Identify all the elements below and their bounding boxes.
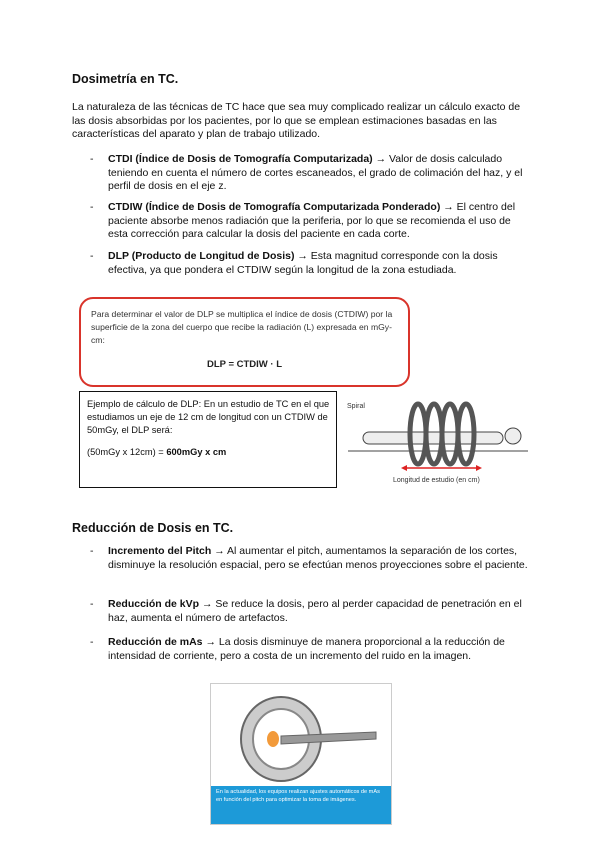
bullet-pitch: - Incremento del Pitch → Al aumentar el pitch, aumentamos la separación de los cortes, disminuye la resolución espacial, pero se efectúan menos proyecciones sobre el paciente. (90, 545, 528, 571)
bullet-text: → Al aumentar el pitch, aumentamos la separación de los cortes, disminuye la resolución espacial, pero se efectúan menos proyecciones sobre el paciente. (108, 545, 528, 571)
ct-scanner-photo (210, 683, 392, 825)
bullet-term: Reducción de mAs (108, 636, 203, 648)
dlp-formula: DLP = CTDIW · L (206, 359, 283, 370)
spiral-scan-figure (343, 396, 533, 488)
dlp-definition-box (79, 297, 410, 387)
dlp-definition-text: Para determinar el valor de DLP se multiplica el índice de dosis (CTDIW) por la superficie de la zona del cuerpo que recibe la radiación (L) expresada en mGy-cm: (91, 309, 393, 345)
spiral-label: Spiral (347, 403, 365, 410)
intro-paragraph: La naturaleza de las técnicas de TC hace que sea muy complicado realizar un cálculo exacto de las dosis absorbidas por los pacientes, por lo que se emplean estimaciones basadas en las características del aparato y plan de trabajo utilizado. (72, 101, 521, 140)
calc-expression: (50mGy x 12cm) = (87, 447, 167, 457)
section-title-dosimetry: Dosimetría en TC. (72, 72, 179, 86)
bullet-text: → La dosis disminuye de manera proporcional a la reducción de intensidad de corriente, pero a costa de un incremento del ruido en la imagen. (108, 636, 505, 662)
ct-gantry-icon (211, 684, 391, 786)
bullet-ctdiw: - CTDIW (Índice de Dosis de Tomografía Computarizada Ponderado) → El centro del paciente absorbe menos radiación que la periferia, por lo que se recomienda el uso de esta corrección para calcular la dosis del paciente en cada corte. (90, 201, 516, 240)
dlp-example-text: Ejemplo de cálculo de DLP: En un estudio de TC en el que estudiamos un eje de 12 cm de longitud con un CTDIW de 50mGy, el DLP será: (87, 399, 330, 435)
bullet-mas: - Reducción de mAs → La dosis disminuye de manera proporcional a la reducción de intensidad de corriente, pero a costa de un incremento del ruido en la imagen. (90, 636, 505, 662)
bullet-ctdi: - CTDI (Índice de Dosis de Tomografía Computarizada) → Valor de dosis calculado teniendo en cuenta el número de cortes escaneados, el grado de colimación del haz, y el perfil de dosis en el eje z. (90, 153, 523, 192)
calc-result: 600mGy x cm (166, 447, 227, 457)
bullet-term: CTDI (Índice de Dosis de Tomografía Computarizada) (108, 153, 373, 165)
bullet-term: CTDIW (Índice de Dosis de Tomografía Computarizada Ponderado) (108, 201, 441, 213)
bullet-text: → Esta magnitud corresponde con la dosis efectiva, ya que pondera el CTDIW según la longitud de la zona estudiada. (108, 250, 498, 276)
scanner-caption: En la actualidad, los equipos realizan ajustes automáticos de mAs en función del pitch para optimizar la toma de imágenes. (211, 786, 391, 824)
bullet-term: Incremento del Pitch (108, 545, 212, 557)
bullet-text: → El centro del paciente absorbe menos radiación que la periferia, por lo que se recomienda el uso de esta corrección para calcular la dosis del paciente en cada corte. (108, 201, 516, 240)
length-caption: Longitud de estudio (en cm) (393, 477, 480, 484)
dlp-example-box (79, 391, 337, 488)
bullet-dlp: - DLP (Producto de Longitud de Dosis) → Esta magnitud corresponde con la dosis efectiva, ya que pondera el CTDIW según la longitud de la zona estudiada. (90, 250, 498, 276)
bullet-term: DLP (Producto de Longitud de Dosis) (108, 250, 295, 262)
bullet-text: → Valor de dosis calculado teniendo en cuenta el número de cortes escaneados, el grado de colimación del haz, y el perfil de dosis en el eje z. (108, 153, 523, 192)
dlp-example-calc (87, 447, 226, 457)
patient-icon (348, 428, 528, 451)
bullet-text: → Se reduce la dosis, pero al perder capacidad de penetración en el haz, aumenta el número de artefactos. (108, 598, 522, 624)
section-title-dose-reduction: Reducción de Dosis en TC. (72, 521, 234, 535)
bullet-kvp: - Reducción de kVp → Se reduce la dosis, pero al perder capacidad de penetración en el haz, aumenta el número de artefactos. (90, 598, 522, 624)
bullet-term: Reducción de kVp (108, 598, 200, 610)
